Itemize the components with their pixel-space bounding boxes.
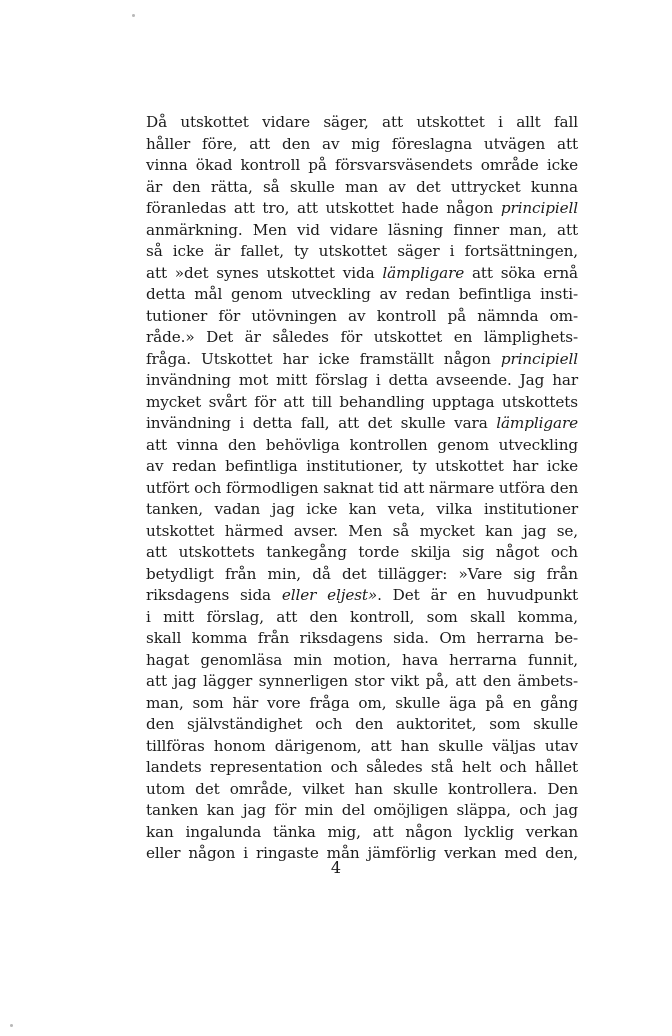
text-line: hagat genomläsa min motion, hava herrarna funnit, [146,650,578,669]
text-line: att »det synes utskottet vida lämpligare att söka ernå [146,263,579,282]
text-line: utskottet härmed avser. Men så mycket kan jag se, [146,521,578,540]
text-line: är den rätta, så skulle man av det uttrycket kunna [146,177,578,196]
text-line: att utskottets tankegång torde skilja sig något och [146,543,578,561]
page-number: 4 [330,858,342,877]
text-line: man, som här vore fråga om, skulle äga på en gång [146,693,578,712]
text-line: tutioner för utövningen av kontroll på nämnda om- [146,306,578,325]
scan-speck [132,14,135,17]
text-line: mycket svårt för att till behandling upptaga utskottets [146,392,578,411]
text-line: invändning mot mitt förslag i detta avseende. Jag har [146,371,578,389]
text-line: att jag lägger synnerligen stor vikt på, att den ämbets- [146,672,578,690]
text-line: föranledas att tro, att utskottet hade någon principiell [146,199,578,217]
text-line: tanken, vadan jag icke kan veta, vilka institutioner [146,500,578,518]
text-line: i mitt förslag, att den kontroll, som skall komma, [146,607,578,626]
body-text [146,112,578,865]
text-line: eller någon i ringaste mån jämförlig verkan med den, [146,844,578,862]
text-line: att vinna den behövliga kontrollen genom utveckling [146,435,578,454]
text-line: av redan befintliga institutioner, ty utskottet har icke [146,457,578,475]
text-line: utom det område, vilket han skulle kontrollera. Den [146,779,578,798]
text-line: råde.» Det är således för utskottet en lämplighets- [146,328,578,346]
text-line: landets representation och således stå helt och hållet [146,758,578,776]
text-line: tanken kan jag för min del omöjligen släppa, och jag [146,801,578,819]
text-line: betydligt från min, då det tillägger: »Vare sig från [146,564,578,583]
italic-emphasis: lämpligare [382,263,465,282]
text-line: kan ingalunda tänka mig, att någon lycklig verkan [146,822,578,841]
text-line: riksdagens sida eller eljest». Det är en huvudpunkt [146,586,578,604]
text-line: utfört och förmodligen saknat tid att närmare utföra den [146,478,579,497]
text-line: invändning i detta fall, att det skulle vara lämpligare [146,414,578,432]
text-line: skall komma från riksdagens sida. Om herrarna be- [146,629,578,647]
italic-emphasis: principiell [500,349,578,368]
text-line: detta mål genom utveckling av redan befintliga insti- [146,285,578,303]
text-line: tillföras honom därigenom, att han skulle väljas utav [146,736,578,755]
text-line: vinna ökad kontroll på försvarsväsendets område icke [146,156,578,174]
text-line: den självständighet och den auktoritet, som skulle [146,715,578,733]
scan-speck [10,1024,13,1027]
text-line: anmärkning. Men vid vidare läsning finner man, att [146,220,578,239]
text-line: fråga. Utskottet har icke framställt någon principiell [146,349,578,368]
text-line: Då utskottet vidare säger, att utskottet i allt fall [146,113,578,131]
italic-emphasis: eller eljest» [281,586,378,604]
italic-emphasis: principiell [500,199,578,217]
italic-emphasis: lämpligare [496,414,578,432]
text-line: så icke är fallet, ty utskottet säger i fortsättningen, [146,242,578,260]
text-line: håller före, att den av mig föreslagna utvägen att [146,134,578,153]
